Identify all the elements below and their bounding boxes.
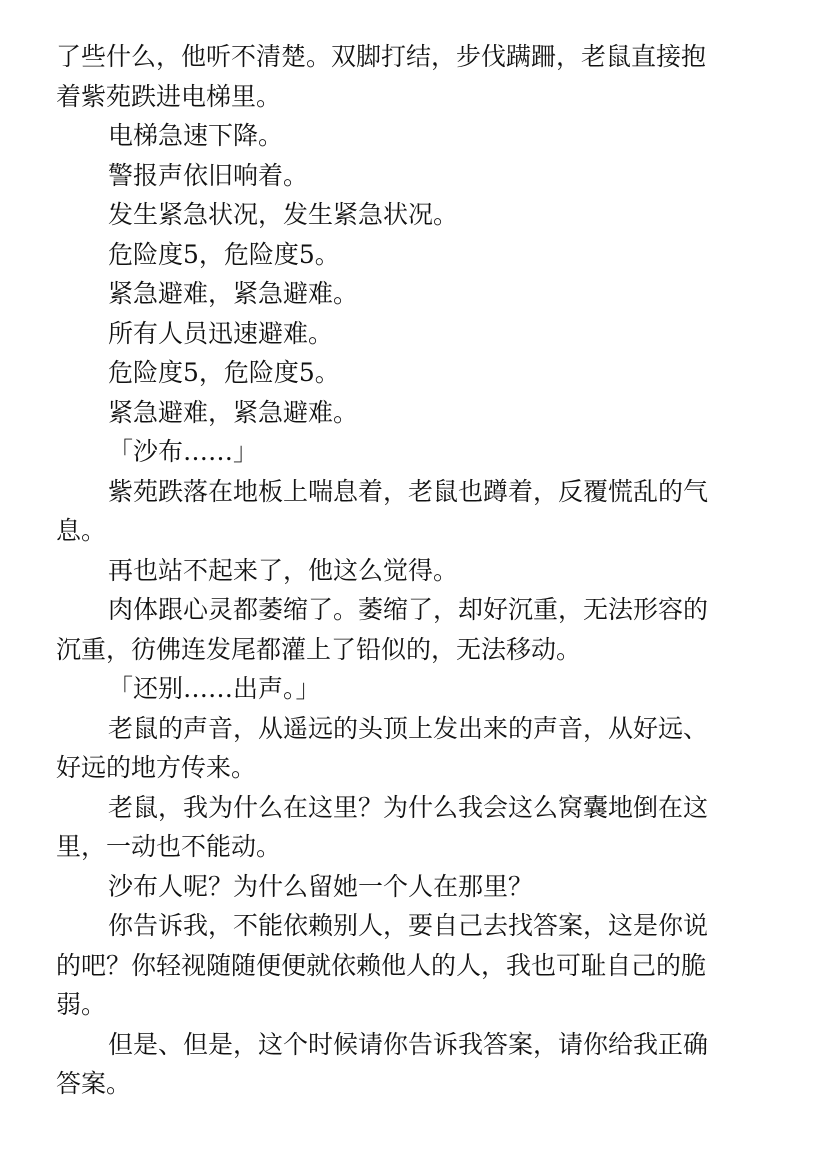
text-line: 沉重，彷佛连发尾都灌上了铅似的，无法移动。 — [56, 634, 582, 664]
text-line: 你告诉我，不能依赖别人，要自己去找答案，这是你说 — [108, 911, 709, 940]
text-line: 紧急避难，紧急避难。 — [108, 279, 359, 308]
text-line: 但是、但是，这个时候请你告诉我答案，请你给我正确 — [108, 1029, 709, 1059]
text-line: 弱。 — [56, 990, 107, 1019]
text-line: 所有人员迅速避难。 — [108, 318, 334, 348]
text-line: 紫苑跌落在地板上喘息着，老鼠也蹲着，反覆慌乱的气 — [108, 476, 709, 506]
text-line: 危险度5，危险度5。 — [108, 239, 340, 269]
text-line: 好远的地方传来。 — [56, 753, 257, 782]
text-line: 再也站不起来了，他这么觉得。 — [108, 555, 459, 585]
text-line: 的吧？你轻视随随便便就依赖他人的人，我也可耻自己的脆 — [56, 950, 707, 980]
text-line: 息。 — [56, 516, 107, 545]
text-line: 老鼠，我为什么在这里？为什么我会这么窝囊地倒在这 — [108, 792, 709, 822]
text-line: 答案。 — [56, 1069, 132, 1098]
text-line: 肉体跟心灵都萎缩了。萎缩了，却好沉重，无法形容的 — [108, 595, 709, 624]
text-line: 里，一动也不能动。 — [56, 832, 282, 861]
text-line: 着紫苑跌进电梯里。 — [56, 81, 282, 111]
text-line: 危险度5，危险度5。 — [108, 358, 340, 387]
text-line: 发生紧急状况，发生紧急状况。 — [108, 200, 459, 229]
text-line: 「还别……出声。」 — [108, 674, 321, 703]
text-line: 「沙布……」 — [108, 437, 259, 466]
text-line: 老鼠的声音，从遥远的头顶上发出来的声音，从好远、 — [108, 713, 709, 743]
text-line: 紧急避难，紧急避难。 — [108, 397, 359, 427]
text-line: 电梯急速下降。 — [108, 121, 284, 150]
text-line: 沙布人呢？为什么留她一个人在那里？ — [108, 871, 534, 901]
text-line: 警报声依旧响着。 — [108, 160, 309, 190]
document-page — [56, 37, 752, 1104]
text-line: 了些什么，他听不清楚。双脚打结，步伐蹒跚，老鼠直接抱 — [56, 42, 707, 71]
